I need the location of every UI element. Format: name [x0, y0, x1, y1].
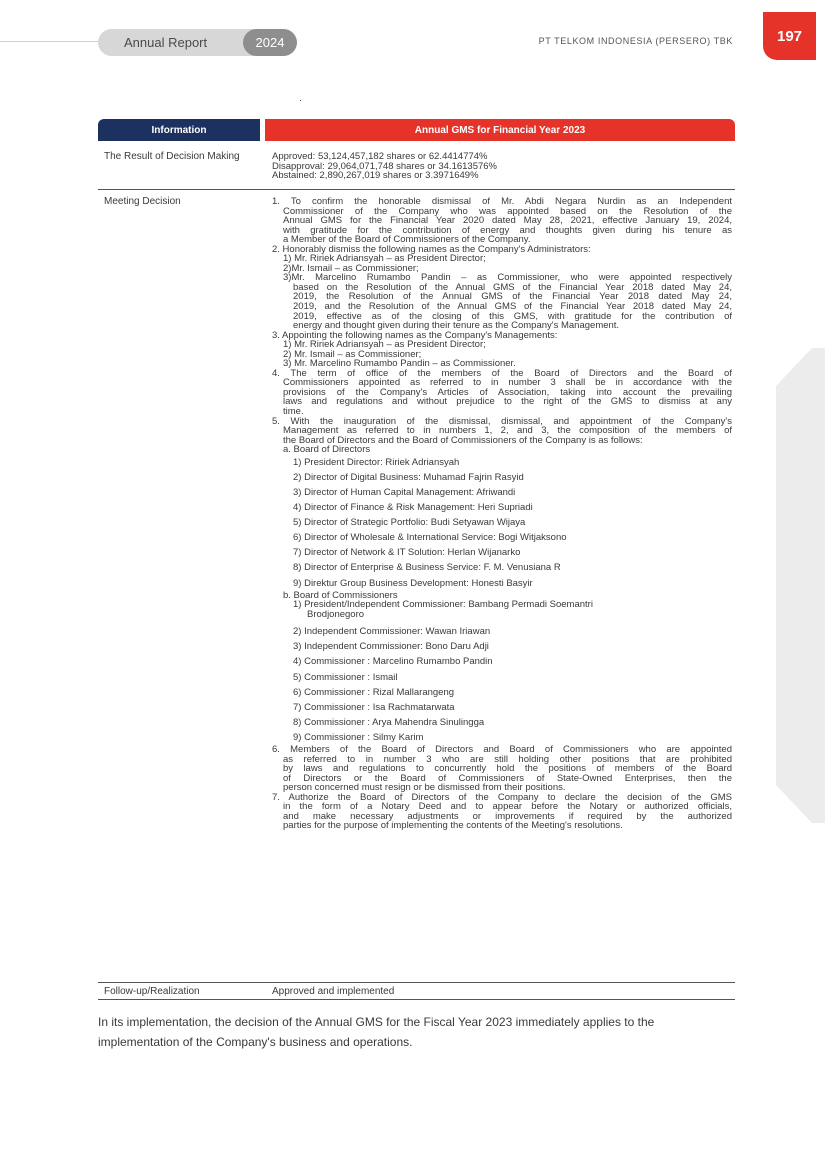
text-line: a Member of the Board of Commissioners of the Company. [283, 234, 531, 246]
decision-item-1 [272, 197, 732, 245]
side-decoration [776, 348, 825, 823]
follow-up-value: Approved and implemented [272, 986, 395, 997]
text-line: Annual GMS for the Financial Year 2020 dated May 28, 2021, effective January 19, 2024, [283, 215, 732, 227]
row-label-meeting-decision: Meeting Decision [104, 196, 181, 207]
company-name: PT TELKOM INDONESIA (PERSERO) TBK [538, 36, 733, 46]
board-of-commissioners-title: b. Board of Commissioners [283, 589, 398, 601]
text-line: 4) Commissioner : Marcelino Rumambo Pandin [293, 656, 493, 668]
text-line: energy and thought given during their tenure as the Company's Management. [293, 320, 620, 332]
text-line: 3) Director of Human Capital Management: Afriwandi [293, 486, 516, 498]
text-line: parties for the purpose of implementing the contents of the Meeting's resolutions. [283, 820, 623, 832]
text-line: 7) Commissioner : Isa Rachmatarwata [293, 701, 455, 713]
commissioner-item: 1) President/Independent Commissioner: Bambang Permadi Soemantri [293, 599, 593, 611]
text-line: 4. The term of office of the members of the Board of Directors and the Board of [272, 367, 732, 379]
text-line: 2. Honorably dismiss the following names as the Company's Administrators: [272, 243, 591, 255]
text-line: 1) Mr. Ririek Adriansyah – as President Director; [283, 339, 486, 351]
row-divider [98, 189, 735, 190]
report-year-badge: 2024 [243, 29, 297, 56]
decision-item-7 [272, 793, 732, 831]
text-line: 5. With the inauguration of the dismissal, dismissal, and appointment of the Company's [272, 415, 732, 427]
text-line: 2) Director of Digital Business: Muhamad Fajrin Rasyid [293, 471, 524, 483]
text-line: 6) Director of Wholesale & International Service: Bogi Witjaksono [293, 532, 567, 544]
board-of-commissioners-list [272, 624, 732, 745]
text-line: 1) President Director: Ririek Adriansyah [293, 456, 460, 468]
text-line: 2) Independent Commissioner: Wawan Iriawan [293, 626, 491, 638]
text-line: based on the Resolution of the Annual GMS of the Financial Year 2018 dated May 24, [293, 281, 732, 293]
text-line: 5) Commissioner : Ismail [293, 671, 398, 683]
text-line: 6) Commissioner : Rizal Mallarangeng [293, 686, 455, 698]
text-line: 2019, the Resolution of the Annual GMS of the Financial Year 2018 dated May 24, [293, 291, 732, 303]
text-line: Management as referred to in numbers 1, 2, and 3, the composition of the members of [283, 425, 732, 437]
text-line: the Board of Directors and the Board of Commissioners of the Company is as follows: [283, 434, 643, 446]
column-header-annual-gms: Annual GMS for Financial Year 2023 [265, 119, 735, 141]
text-line: Approved: 53,124,457,182 shares or 62.4414774% [272, 151, 488, 162]
closing-paragraph: In its implementation, the decision of the Annual GMS for the Fiscal Year 2023 immediately applies to the implementation of the Company's business and operations. [98, 1015, 655, 1049]
decision-result-values [272, 152, 497, 181]
text-line: person concerned must resign or be dismissed from their positions. [283, 782, 566, 794]
decision-item-4 [272, 369, 732, 417]
text-line: 9) Commissioner : Silmy Karim [293, 731, 424, 743]
stray-dot [300, 100, 301, 101]
text-line: 2019, and the Resolution of the Annual GMS of the Financial Year 2018 dated May 24, [293, 301, 732, 313]
board-of-directors-list [272, 455, 732, 591]
text-line: 2)Mr. Ismail – as Commissioner; [283, 262, 419, 274]
header-rule [0, 41, 110, 42]
text-line: 2019, effective as of the closing of this GMS, with gratitude for the contribution of [293, 310, 732, 322]
text-line: as referred to in number 3 who are still holding other positions that are prohibited [283, 753, 732, 765]
text-line: 1. To confirm the honorable dismissal of Mr. Abdi Negara Nurdin as an Independent [272, 196, 732, 207]
column-header-information: Information [98, 119, 260, 141]
decision-item-2 [272, 245, 732, 331]
decision-item-3 [272, 331, 732, 369]
text-line: 7) Director of Network & IT Solution: Herlan Wijanarko [293, 547, 521, 559]
text-line: laws and regulations and without prejudice to the right of the GMS to dismiss at any [283, 396, 732, 408]
text-line: 6. Members of the Board of Directors and Board of Commissioners who are appointed [272, 744, 732, 755]
text-line: Commissioners appointed as referred to in number 3 shall be in accordance with the [283, 377, 732, 389]
text-line: by laws and regulations to concurrently hold the positions of members of the Board [283, 763, 732, 775]
decision-item-5 [272, 417, 732, 446]
text-line: 9) Direktur Group Business Development: Honesti Basyir [293, 577, 533, 589]
text-line: 8) Director of Enterprise & Business Service: F. M. Venusiana R [293, 562, 561, 574]
text-line: 2) Mr. Ismail – as Commissioner; [283, 348, 422, 360]
row-label-decision-result: The Result of Decision Making [104, 151, 240, 162]
row-divider [98, 982, 735, 983]
text-line: 4) Director of Finance & Risk Management: Heri Supriadi [293, 502, 533, 514]
text-line: 1) Mr. Ririek Adriansyah – as President Director; [283, 253, 486, 265]
text-line: time. [283, 406, 304, 418]
text-line: 3)Mr. Marcelino Rumambo Pandin – as Commissioner, who were appointed respectively [283, 272, 732, 284]
page-number: 197 [763, 12, 816, 60]
commissioner-item-cont: Brodjonegoro [307, 608, 365, 620]
text-line: 3. Appointing the following names as the Company's Managements: [272, 329, 558, 341]
text-line: 7. Authorize the Board of Directors of the Company to declare the decision of the GMS [272, 791, 732, 803]
table-bottom-rule [98, 999, 735, 1000]
text-line: provisions of the Company's Articles of Association, taking into account the prevailing [283, 386, 732, 398]
text-line: 3) Independent Commissioner: Bono Daru Adji [293, 641, 489, 653]
annual-report-label: Annual Report [98, 29, 268, 56]
meeting-decision-content [272, 197, 732, 831]
text-line: in the form of a Notary Deed and to appear before the Notary or authorized officials, [283, 801, 732, 813]
text-line: 5) Director of Strategic Portfolio: Budi Setyawan Wijaya [293, 517, 526, 529]
text-line: of Directors or the Board of Commissioners of State-Owned Enterprises, then the [283, 772, 732, 784]
text-line: 3) Mr. Marcelino Rumambo Pandin – as Commissioner. [283, 358, 516, 370]
text-line: Disapproval: 29,064,071,748 shares or 34.1613576% [272, 160, 497, 172]
row-label-follow-up: Follow-up/Realization [104, 986, 200, 997]
text-line: and make necessary adjustments or improvements if required by the authorized [283, 810, 732, 822]
text-line: Abstained: 2,890,267,019 shares or 3.3971649% [272, 170, 479, 182]
text-line: Commissioner of the Company who was appointed based on the Resolution of the [283, 205, 732, 217]
decision-item-6 [272, 745, 732, 793]
board-of-directors-title: a. Board of Directors [283, 444, 371, 456]
text-line: 8) Commissioner : Arya Mahendra Sinulingga [293, 716, 485, 728]
text-line: with gratitude for the contribution of energy and thoughts given during his tenure as [283, 224, 732, 236]
